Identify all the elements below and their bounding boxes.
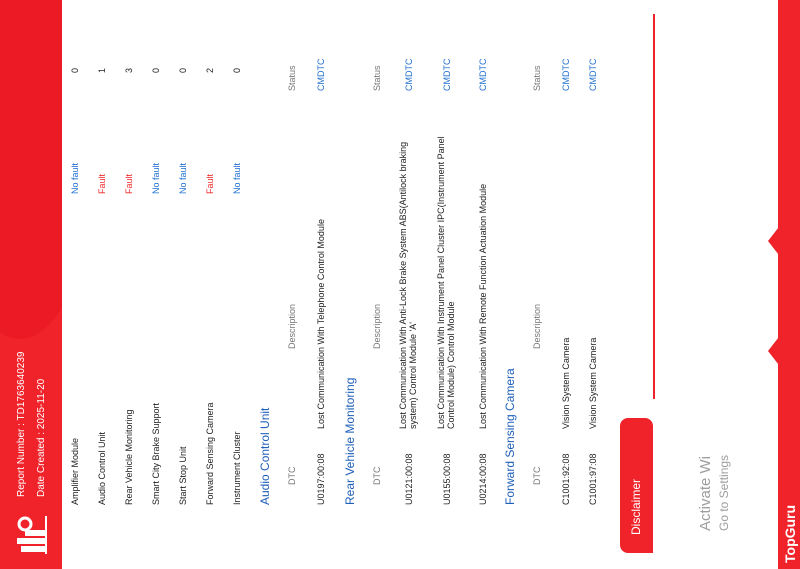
- report-header: [0, 0, 62, 569]
- module-status: Fault: [124, 173, 134, 194]
- module-status: No fault: [151, 162, 161, 194]
- module-name: Start Stop Unit: [178, 446, 188, 505]
- module-name: Forward Sensing Camera: [205, 402, 215, 505]
- dtc-description: Lost Communication With Remote Function Actuation Module: [478, 183, 488, 429]
- footer-band: [778, 0, 800, 569]
- section-title: Rear Vehicle Monitoring: [343, 377, 357, 505]
- module-fault-count: 0: [70, 67, 80, 73]
- module-fault-count: 0: [151, 67, 161, 73]
- footer-notch-decoration: [768, 223, 782, 259]
- footer-notch-decoration: [768, 333, 782, 369]
- dtc-description: Vision System Camera: [588, 337, 598, 429]
- module-name: Rear Vehicle Monitoring: [124, 409, 134, 505]
- module-row: [70, 0, 97, 569]
- activation-watermark: [696, 455, 734, 531]
- dtc-code: U0155:00:08: [442, 453, 452, 505]
- module-status: Fault: [205, 173, 215, 194]
- module-status: No fault: [232, 162, 242, 194]
- section-title: Forward Sensing Camera: [503, 368, 517, 505]
- dtc-code: U0214:00:08: [478, 453, 488, 505]
- status-column-header: Status: [287, 65, 297, 91]
- module-name: Smart City Brake Support: [151, 402, 161, 505]
- module-status: Fault: [97, 173, 107, 194]
- dtc-code: C1001:97:08: [588, 453, 598, 505]
- description-column-header: Description: [287, 303, 297, 349]
- module-status: No fault: [70, 162, 80, 194]
- dtc-code: U0197:00:08: [316, 453, 326, 505]
- watermark-line-1: Activate Wi: [697, 455, 714, 531]
- dtc-status: CMDTC: [588, 58, 598, 91]
- watermark-line-2: Go to Settings: [717, 454, 731, 531]
- dtc-column-header: DTC: [372, 466, 382, 485]
- dtc-description: Lost Communication With Telephone Control Module: [316, 219, 326, 429]
- dtc-status: CMDTC: [561, 58, 571, 91]
- module-row: [232, 0, 259, 569]
- brand-logo-icon: [13, 515, 49, 555]
- dtc-code: U0121:00:08: [404, 453, 414, 505]
- report-number: Report Number : TD1763640239: [16, 351, 27, 497]
- module-fault-count: 0: [232, 67, 242, 73]
- module-row: [97, 0, 124, 569]
- dtc-column-header: DTC: [287, 466, 297, 485]
- status-column-header: Status: [372, 65, 382, 91]
- module-name: Audio Control Unit: [97, 431, 107, 505]
- dtc-column-header: DTC: [532, 466, 542, 485]
- dtc-status: CMDTC: [316, 58, 326, 91]
- module-row: [124, 0, 151, 569]
- module-fault-count: 3: [124, 67, 134, 73]
- module-row: [178, 0, 205, 569]
- dtc-status: CMDTC: [442, 58, 452, 91]
- dtc-status: CMDTC: [404, 58, 414, 91]
- header-wave-decoration: [0, 0, 62, 339]
- description-column-header: Description: [532, 303, 542, 349]
- module-row: [205, 0, 232, 569]
- module-fault-count: 2: [205, 67, 215, 73]
- dtc-description: Lost Communication With Instrument Panel Cluster IPC(Instrument Panel Control Module) Control Module: [436, 136, 456, 429]
- dtc-status: CMDTC: [478, 58, 488, 91]
- description-column-header: Description: [372, 303, 382, 349]
- status-column-header: Status: [532, 65, 542, 91]
- module-name: Amplifier Module: [70, 437, 80, 505]
- section-title: Audio Control Unit: [258, 407, 272, 505]
- module-status: No fault: [178, 162, 188, 194]
- disclaimer-tab[interactable]: Disclaimer: [620, 418, 653, 553]
- module-row: [151, 0, 178, 569]
- module-fault-count: 0: [178, 67, 188, 73]
- dtc-description: Vision System Camera: [561, 337, 571, 429]
- module-name: Instrument Cluster: [232, 431, 242, 505]
- date-created: Date Created : 2025-11-20: [36, 378, 47, 497]
- module-fault-count: 1: [97, 67, 107, 73]
- brand-name: TopGuru: [782, 504, 798, 563]
- footer-divider-line: [653, 14, 655, 399]
- dtc-code: C1001:92:08: [561, 453, 571, 505]
- dtc-description: Lost Communication With Anti-Lock Brake System ABS(Antilock braking system) Control Module 'A': [398, 141, 418, 429]
